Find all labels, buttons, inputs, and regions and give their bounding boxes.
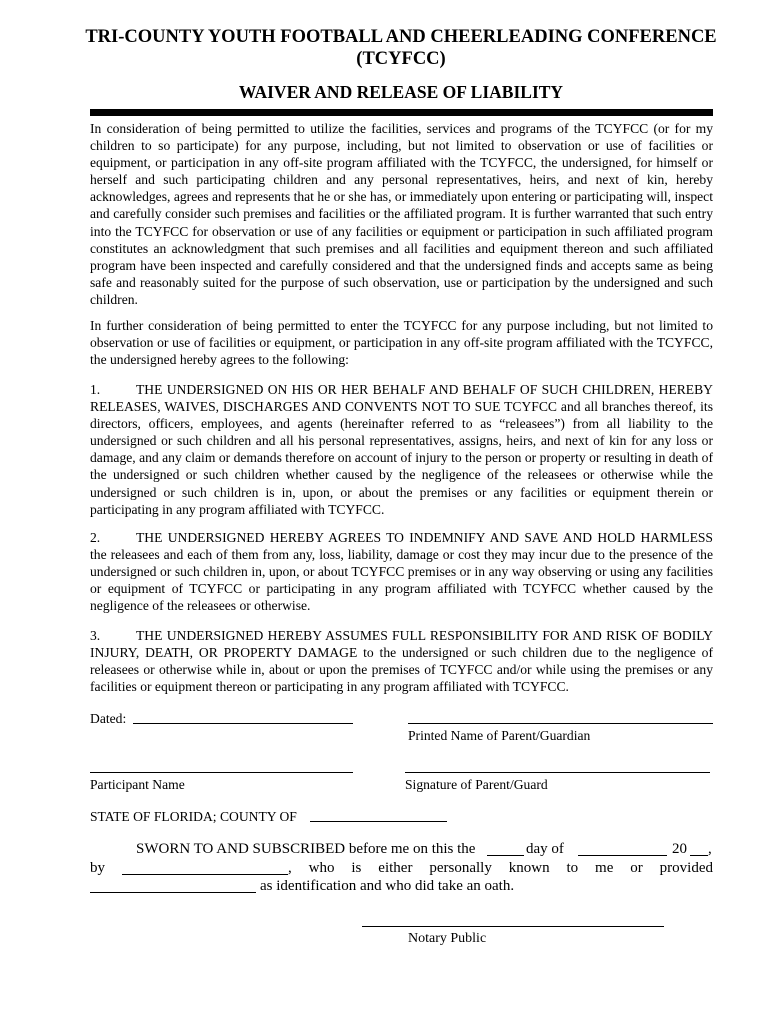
year-field[interactable] [690, 855, 708, 856]
clause-3-text: THE UNDERSIGNED HEREBY ASSUMES FULL RESPONSIBILITY FOR AND RISK OF BODILY INJURY, DEATH, OR PROPERTY DAMAGE to the undersigned or such children due to the negligence of releasees or otherwise while in, about or upon the premises of TCYFCC and/or while using the premises or any facilities or equipment thereon or participating in any program affiliated with TCYFCC. [90, 628, 713, 695]
participant-name-field[interactable] [90, 772, 353, 773]
title-line-1: TRI-COUNTY YOUTH FOOTBALL AND CHEERLEADING CONFERENCE [85, 27, 717, 47]
paragraph-consideration: In consideration of being permitted to utilize the facilities, services and programs of the TCYFCC (or for my children to so participate) for any purpose, including, but not limited to observation or use of facilities or equipment, or participation in any off-site program affiliated with the TCYFCC, the undersigned, for himself or herself and such participating children and any personal representatives, heirs, and next of kin, hereby acknowledges, agrees and represents that he or she has, or immediately upon entering or participating will, inspect and carefully consider such premises and facilities or the affiliated program. It is further warranted that such entry into the TCYFCC for observation or use of any facilities or equipment or participation in such affiliated program constitutes an acknowledgment that such premises and all facilities and equipment thereon and such affiliated program have been inspected and carefully considered and that the undersigned finds and accepts same as being safe and reasonably suited for the purpose of such observation, use or participation by the undersigned and such children. [90, 121, 713, 307]
year-comma: , [708, 841, 712, 857]
heading-divider [90, 109, 713, 116]
identification-field[interactable] [90, 892, 256, 893]
notary-public-label: Notary Public [408, 931, 487, 946]
sworn-who-text: , who is either personally known to me or provided [288, 860, 713, 876]
day-of-label: day of [526, 841, 564, 857]
clause-2 [90, 529, 713, 614]
clause-2-number: 2. [90, 530, 101, 545]
clause-3-number: 3. [90, 628, 101, 643]
sworn-end-text: as identification and who did take an oath. [260, 878, 515, 894]
sworn-statement-start: SWORN TO AND SUBSCRIBED before me on this the [136, 841, 476, 857]
year-prefix: 20 [672, 841, 687, 857]
printed-name-label: Printed Name of Parent/Guardian [408, 728, 591, 743]
notary-signature-field[interactable] [362, 926, 664, 927]
signature-field[interactable] [405, 772, 710, 773]
sworn-by-label: by [90, 860, 105, 876]
dated-label: Dated: [90, 711, 127, 726]
dated-field[interactable] [133, 723, 353, 724]
document-title [60, 26, 742, 70]
clause-3 [90, 627, 713, 695]
month-field[interactable] [578, 855, 667, 856]
paragraph-further-consideration: In further consideration of being permitted to enter the TCYFCC for any purpose including, but not limited to observation or use of facilities or equipment, or participation in any off-site program affiliated with the TCYFCC, the undersigned hereby agrees to the following: [90, 318, 713, 368]
participant-name-label: Participant Name [90, 777, 185, 792]
title-line-2: (TCYFCC) [356, 49, 446, 69]
clause-1 [90, 381, 713, 518]
county-field[interactable] [310, 821, 447, 822]
clause-1-number: 1. [90, 382, 101, 397]
state-county-label: STATE OF FLORIDA; COUNTY OF [90, 809, 297, 824]
day-field[interactable] [487, 855, 524, 856]
signature-label: Signature of Parent/Guard [405, 777, 548, 792]
document-subtitle: WAIVER AND RELEASE OF LIABILITY [238, 82, 564, 102]
sworn-name-field[interactable] [122, 874, 288, 875]
clause-2-text: THE UNDERSIGNED HEREBY AGREES TO INDEMNIFY AND SAVE AND HOLD HARMLESS the releasees and each of them from any, loss, liability, damage or cost they may incur due to the presence of the undersigned or such children in, upon, or about TCYFCC premises or in any way observing or using any facilities or equipment of TCYFCC or participating in any program affiliated with TCYFCC whether caused by the negligence of the releasees or otherwise. [90, 530, 713, 614]
clause-1-text: THE UNDERSIGNED ON HIS OR HER BEHALF AND BEHALF OF SUCH CHILDREN, HEREBY RELEASES, WAIVES, DISCHARGES AND CONVENTS NOT TO SUE TCYFCC and all branches thereof, its directors, officers, employees, and agents (hereinafter referred to as “releasees”) from all liability to the undersigned or such children and all his personal representatives, assigns, heirs, and next of kin for any loss or damage, and any claim or demands therefore on account of injury to the person or property or resulting in death of the undersigned or such children whether caused by the negligence of the releasees or otherwise while the undersigned or such children is in, upon, or about the premises or any facilities or equipment therein or participating in any program affiliated with TCYFCC. [90, 382, 713, 517]
printed-name-field[interactable] [408, 723, 713, 724]
